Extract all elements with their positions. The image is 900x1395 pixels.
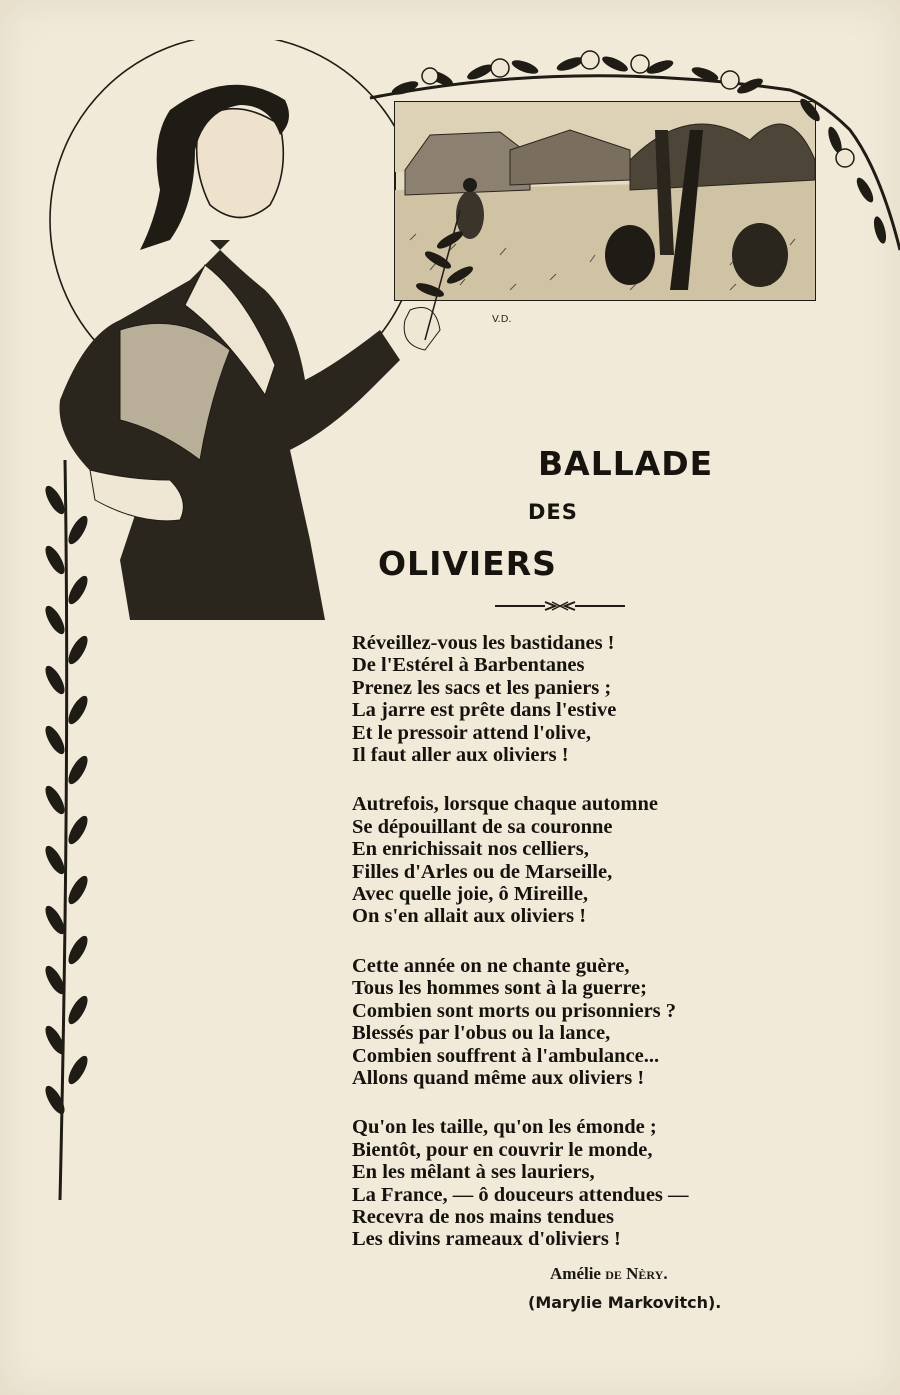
verse: La France, — ô douceurs attendues — bbox=[352, 1183, 689, 1206]
verse: Réveillez-vous les bastidanes ! bbox=[352, 632, 615, 654]
verse: Blessés par l'obus ou la lance, bbox=[352, 1022, 611, 1045]
illustrator-signature: V.D. bbox=[492, 314, 512, 325]
woman-and-olive-harvest-illustration bbox=[30, 40, 900, 620]
verse: Bientôt, pour en couvrir le monde, bbox=[352, 1138, 653, 1161]
stanza-4 bbox=[352, 1116, 822, 1250]
verse: Avec quelle joie, ô Mireille, bbox=[352, 883, 589, 906]
stanza-1 bbox=[352, 632, 822, 766]
verse: En les mêlant à ses lauriers, bbox=[352, 1161, 595, 1184]
title-ornament bbox=[490, 598, 630, 614]
verse: Cette année on ne chante guère, bbox=[352, 954, 630, 977]
harvest-scene bbox=[395, 102, 815, 300]
stanza-3 bbox=[352, 955, 822, 1089]
title-line-2: DES bbox=[528, 500, 578, 524]
author-first-name: Amélie bbox=[550, 1264, 601, 1283]
author-name bbox=[550, 1264, 668, 1284]
verse: Filles d'Arles ou de Marseille, bbox=[352, 860, 613, 883]
verse: On s'en allait aux oliviers ! bbox=[352, 905, 587, 928]
author-pseudonym: (Marylie Markovitch). bbox=[528, 1293, 722, 1312]
verse: Autrefois, lorsque chaque automne bbox=[352, 793, 658, 816]
author-last-name: Nèry. bbox=[626, 1264, 668, 1283]
verse: De l'Estérel à Barbentanes bbox=[352, 654, 585, 677]
olive-branch-left bbox=[30, 460, 100, 1200]
verse: Se dépouillant de sa couronne bbox=[352, 815, 613, 838]
verse: Prenez les sacs et les paniers ; bbox=[352, 676, 612, 699]
verse: Allons quand même aux oliviers ! bbox=[352, 1066, 645, 1089]
verse: La jarre est prête dans l'estive bbox=[352, 699, 617, 722]
verse: Et le pressoir attend l'olive, bbox=[352, 721, 591, 744]
stanza-2 bbox=[352, 793, 822, 927]
verse: En enrichissait nos celliers, bbox=[352, 838, 589, 861]
verse: Tous les hommes sont à la guerre; bbox=[352, 977, 647, 1000]
title-line-3: OLIVIERS bbox=[378, 544, 557, 583]
verse: Qu'on les taille, qu'on les émonde ; bbox=[352, 1116, 657, 1139]
verse: Il faut aller aux oliviers ! bbox=[352, 744, 569, 767]
verse: Combien souffrent à l'ambulance... bbox=[352, 1044, 660, 1067]
author-particle: de bbox=[605, 1264, 622, 1283]
verse: Recevra de nos mains tendues bbox=[352, 1205, 614, 1228]
verse: Les divins rameaux d'oliviers ! bbox=[352, 1228, 621, 1251]
poem bbox=[352, 632, 822, 1278]
verse: Combien sont morts ou prisonniers ? bbox=[352, 999, 677, 1022]
title-line-1: BALLADE bbox=[538, 444, 714, 483]
